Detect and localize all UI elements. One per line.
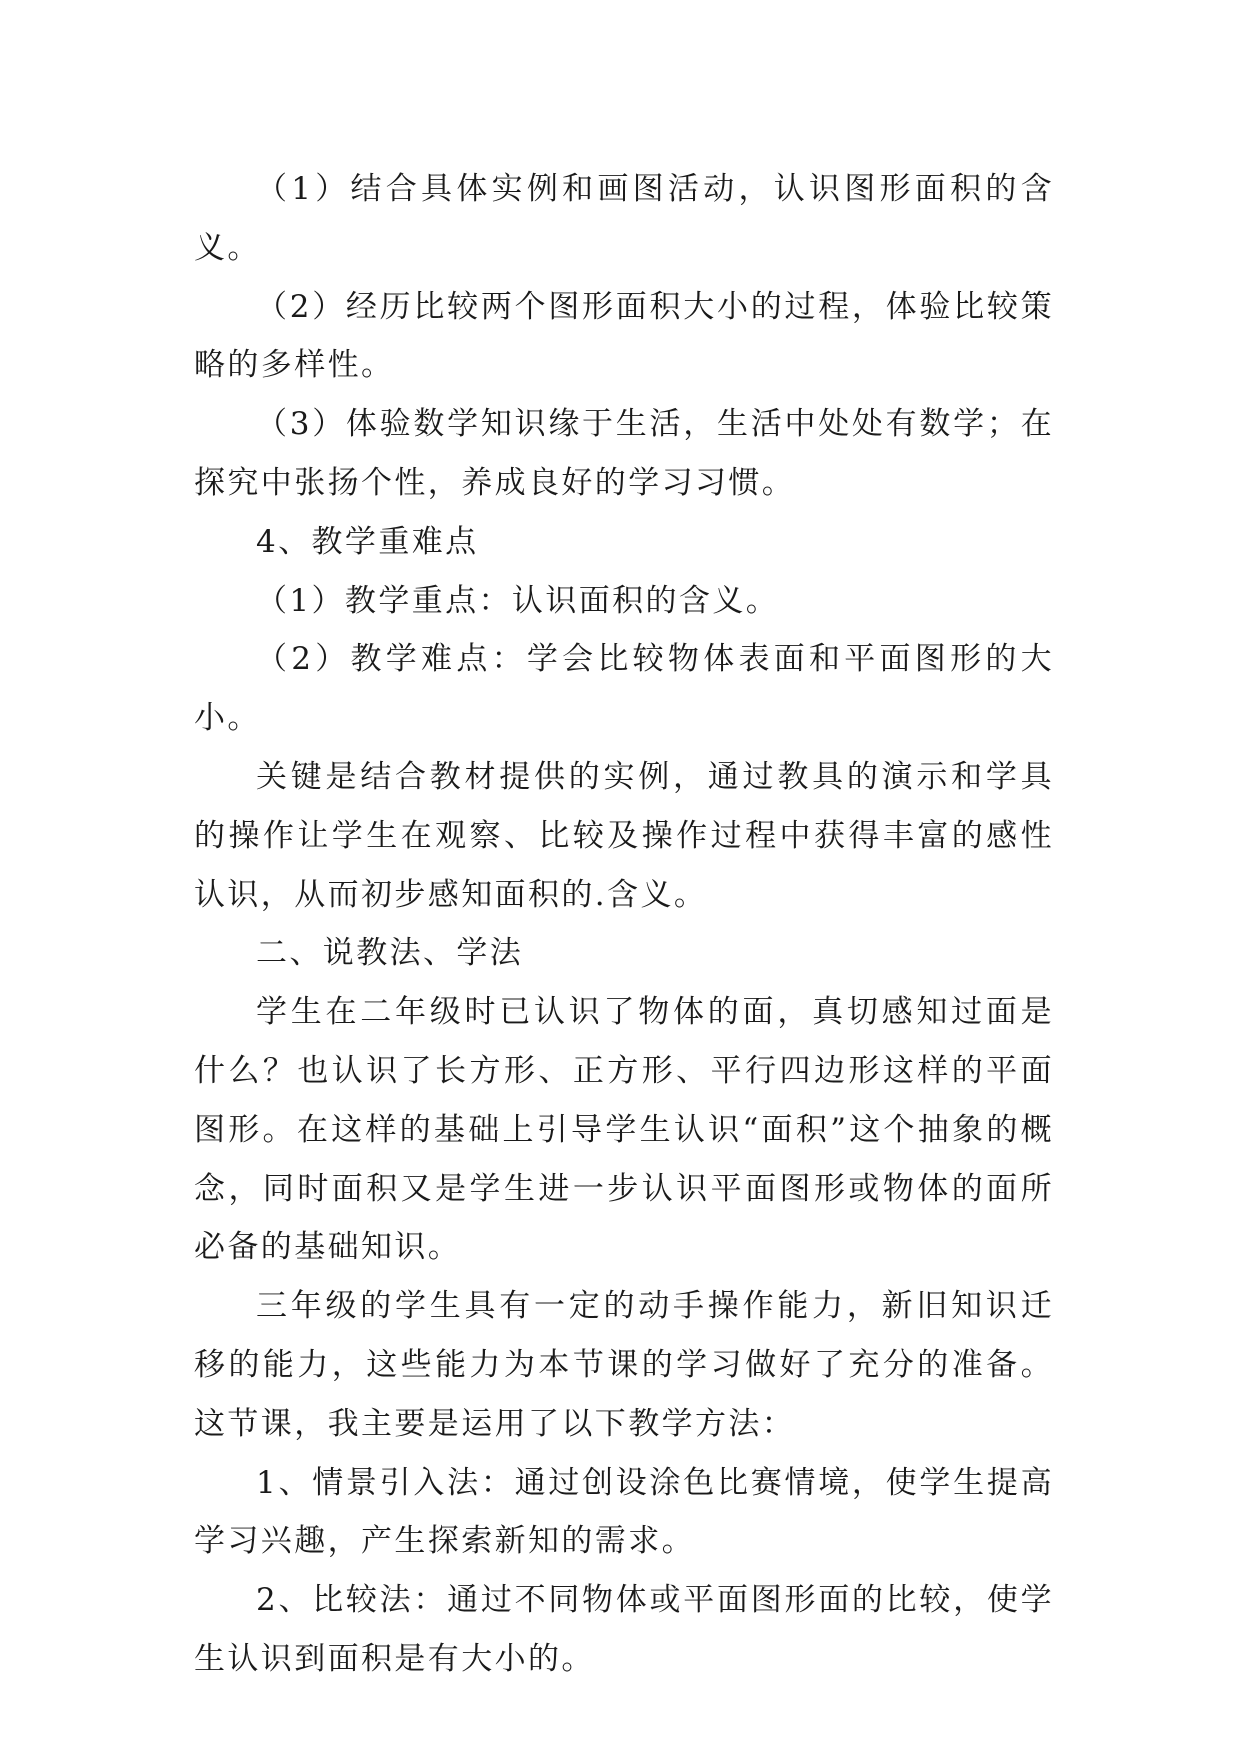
document-body (194, 160, 1054, 1689)
paragraph-student-ability: 三年级的学生具有一定的动手操作能力，新旧知识迁移的能力，这些能力为本节课的学习做好了充分的准备。这节课，我主要是运用了以下教学方法： (194, 1288, 1054, 1442)
paragraph-objective-1: （1）结合具体实例和画图活动，认识图形面积的含义。 (194, 171, 1054, 266)
heading-key-points: 4、教学重难点 (256, 523, 479, 560)
paragraph-key-approach: 关键是结合教材提供的实例，通过教具的演示和学具的操作让学生在观察、比较及操作过程中获得丰富的感性认识，从而初步感知面积的.含义。 (194, 758, 1054, 913)
paragraph-method-2: 2、比较法：通过不同物体或平面图形面的比较，使学生认识到面积是有大小的。 (194, 1582, 1054, 1677)
paragraph-difficult-point: （2）教学难点：学会比较物体表面和平面图形的大小。 (194, 641, 1054, 737)
paragraph-key-point: （1）教学重点：认识面积的含义。 (256, 582, 780, 619)
paragraph-student-background: 学生在二年级时已认识了物体的面，真切感知过面是什么？也认识了长方形、正方形、平行四边形这样的平面图形。在这样的基础上引导学生认识“面积”这个抽象的概念，同时面积又是学生进一步认识平面图形或物体的面所必备的基础知识。 (194, 994, 1054, 1266)
heading-teaching-methods: 二、说教法、学法 (256, 935, 524, 972)
paragraph-method-1: 1、情景引入法：通过创设涂色比赛情境，使学生提高学习兴趣，产生探索新知的需求。 (194, 1464, 1054, 1560)
paragraph-objective-2: （2）经历比较两个图形面积大小的过程，体验比较策略的多样性。 (194, 288, 1054, 384)
paragraph-objective-3: （3）体验数学知识缘于生活，生活中处处有数学；在探究中张扬个性，养成良好的学习习惯。 (194, 406, 1054, 501)
